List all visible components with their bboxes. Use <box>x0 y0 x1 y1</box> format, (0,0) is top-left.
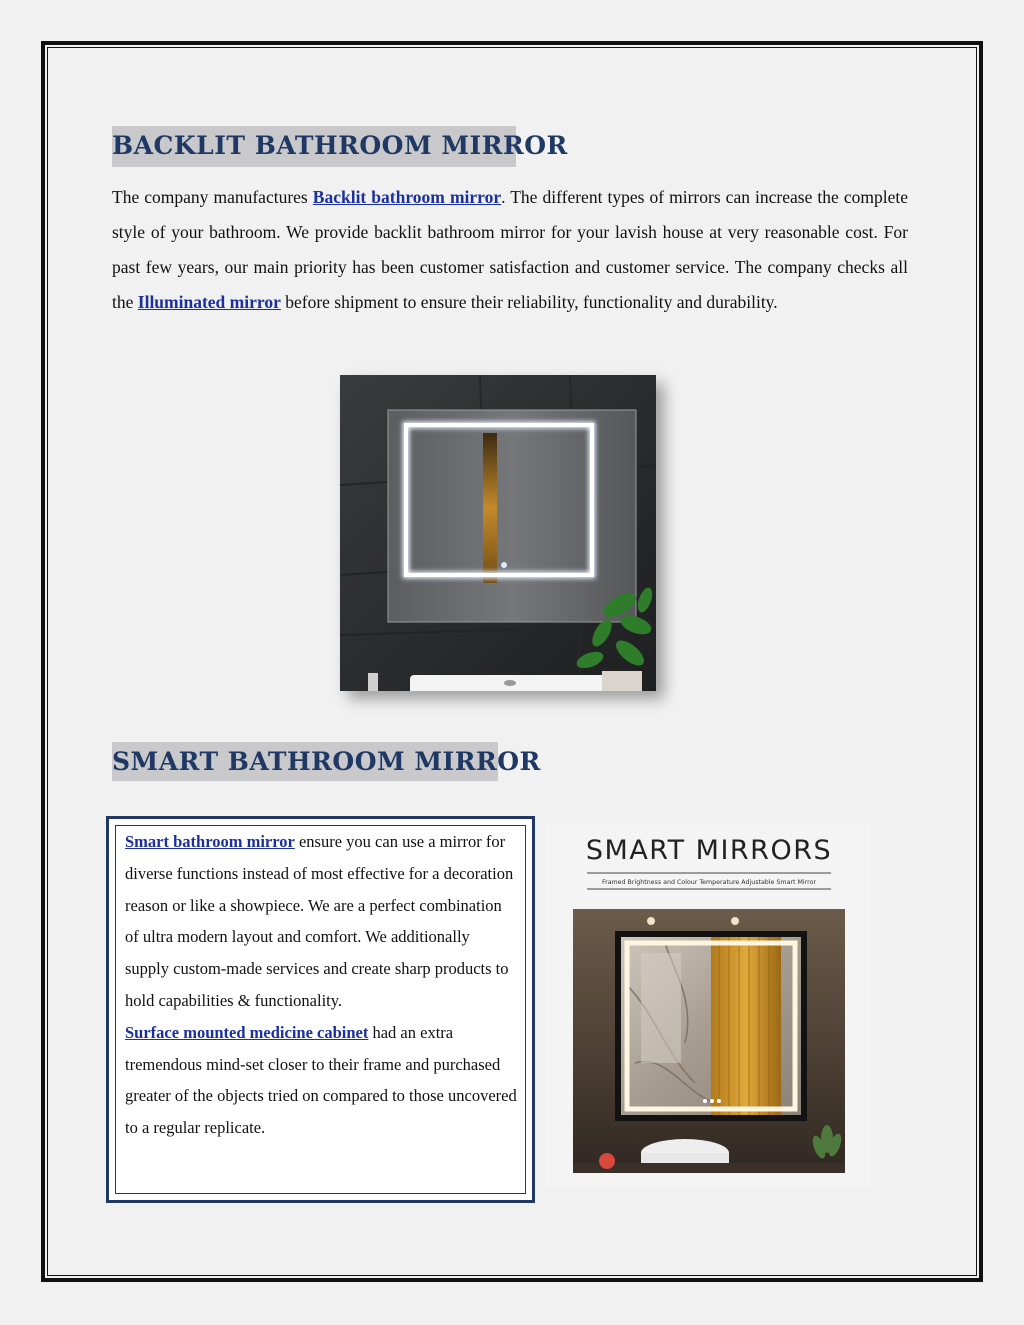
backlit-bathroom-mirror-link[interactable]: Backlit bathroom mirror <box>312 187 502 207</box>
smart-mirror-paragraph <box>125 826 517 1144</box>
backlit-mirror-paragraph <box>112 180 908 320</box>
paragraph-text: ensure you can use a mirror for diverse functions instead of most effective for a decoration reason or like a showpiece. We are a perfect combination of ultra modern layout and comfort. We additionally supply custom-made services and create sharp products to hold capabilities & functionality. <box>125 832 514 1010</box>
paragraph-text: The company manufactures <box>112 187 313 207</box>
backlit-mirror-photo <box>340 375 656 691</box>
promo-title: SMART MIRRORS <box>585 835 833 866</box>
smart-bathroom-mirror-link[interactable]: Smart bathroom mirror <box>125 832 295 851</box>
paragraph-text: . The different types of mirrors can increase the complete style of your bathroom. We provide backlit bathroom mirror for your lavish house at very reasonable cost. For past few years, our main priority has been customer satisfaction and customer service. The company checks all the <box>112 187 908 312</box>
smart-mirror-promo-image <box>545 823 871 1187</box>
paragraph-text: before shipment to ensure their reliability, functionality and durability. <box>280 292 778 312</box>
illuminated-mirror-link[interactable]: Illuminated mirror <box>137 292 281 312</box>
surface-mounted-medicine-cabinet-link[interactable]: Surface mounted medicine cabinet <box>125 1022 369 1042</box>
smart-mirror-heading: SMART BATHROOM MIRROR <box>112 742 498 781</box>
promo-subtitle: Framed Brightness and Colour Temperature Adjustable Smart Mirror <box>601 879 817 886</box>
paragraph-text: had an extra tremendous mind-set closer to their frame and purchased greater of the objects tried on compared to those uncovered to a regular replicate. <box>125 1022 517 1138</box>
backlit-mirror-heading: BACKLIT BATHROOM MIRROR <box>112 126 516 167</box>
